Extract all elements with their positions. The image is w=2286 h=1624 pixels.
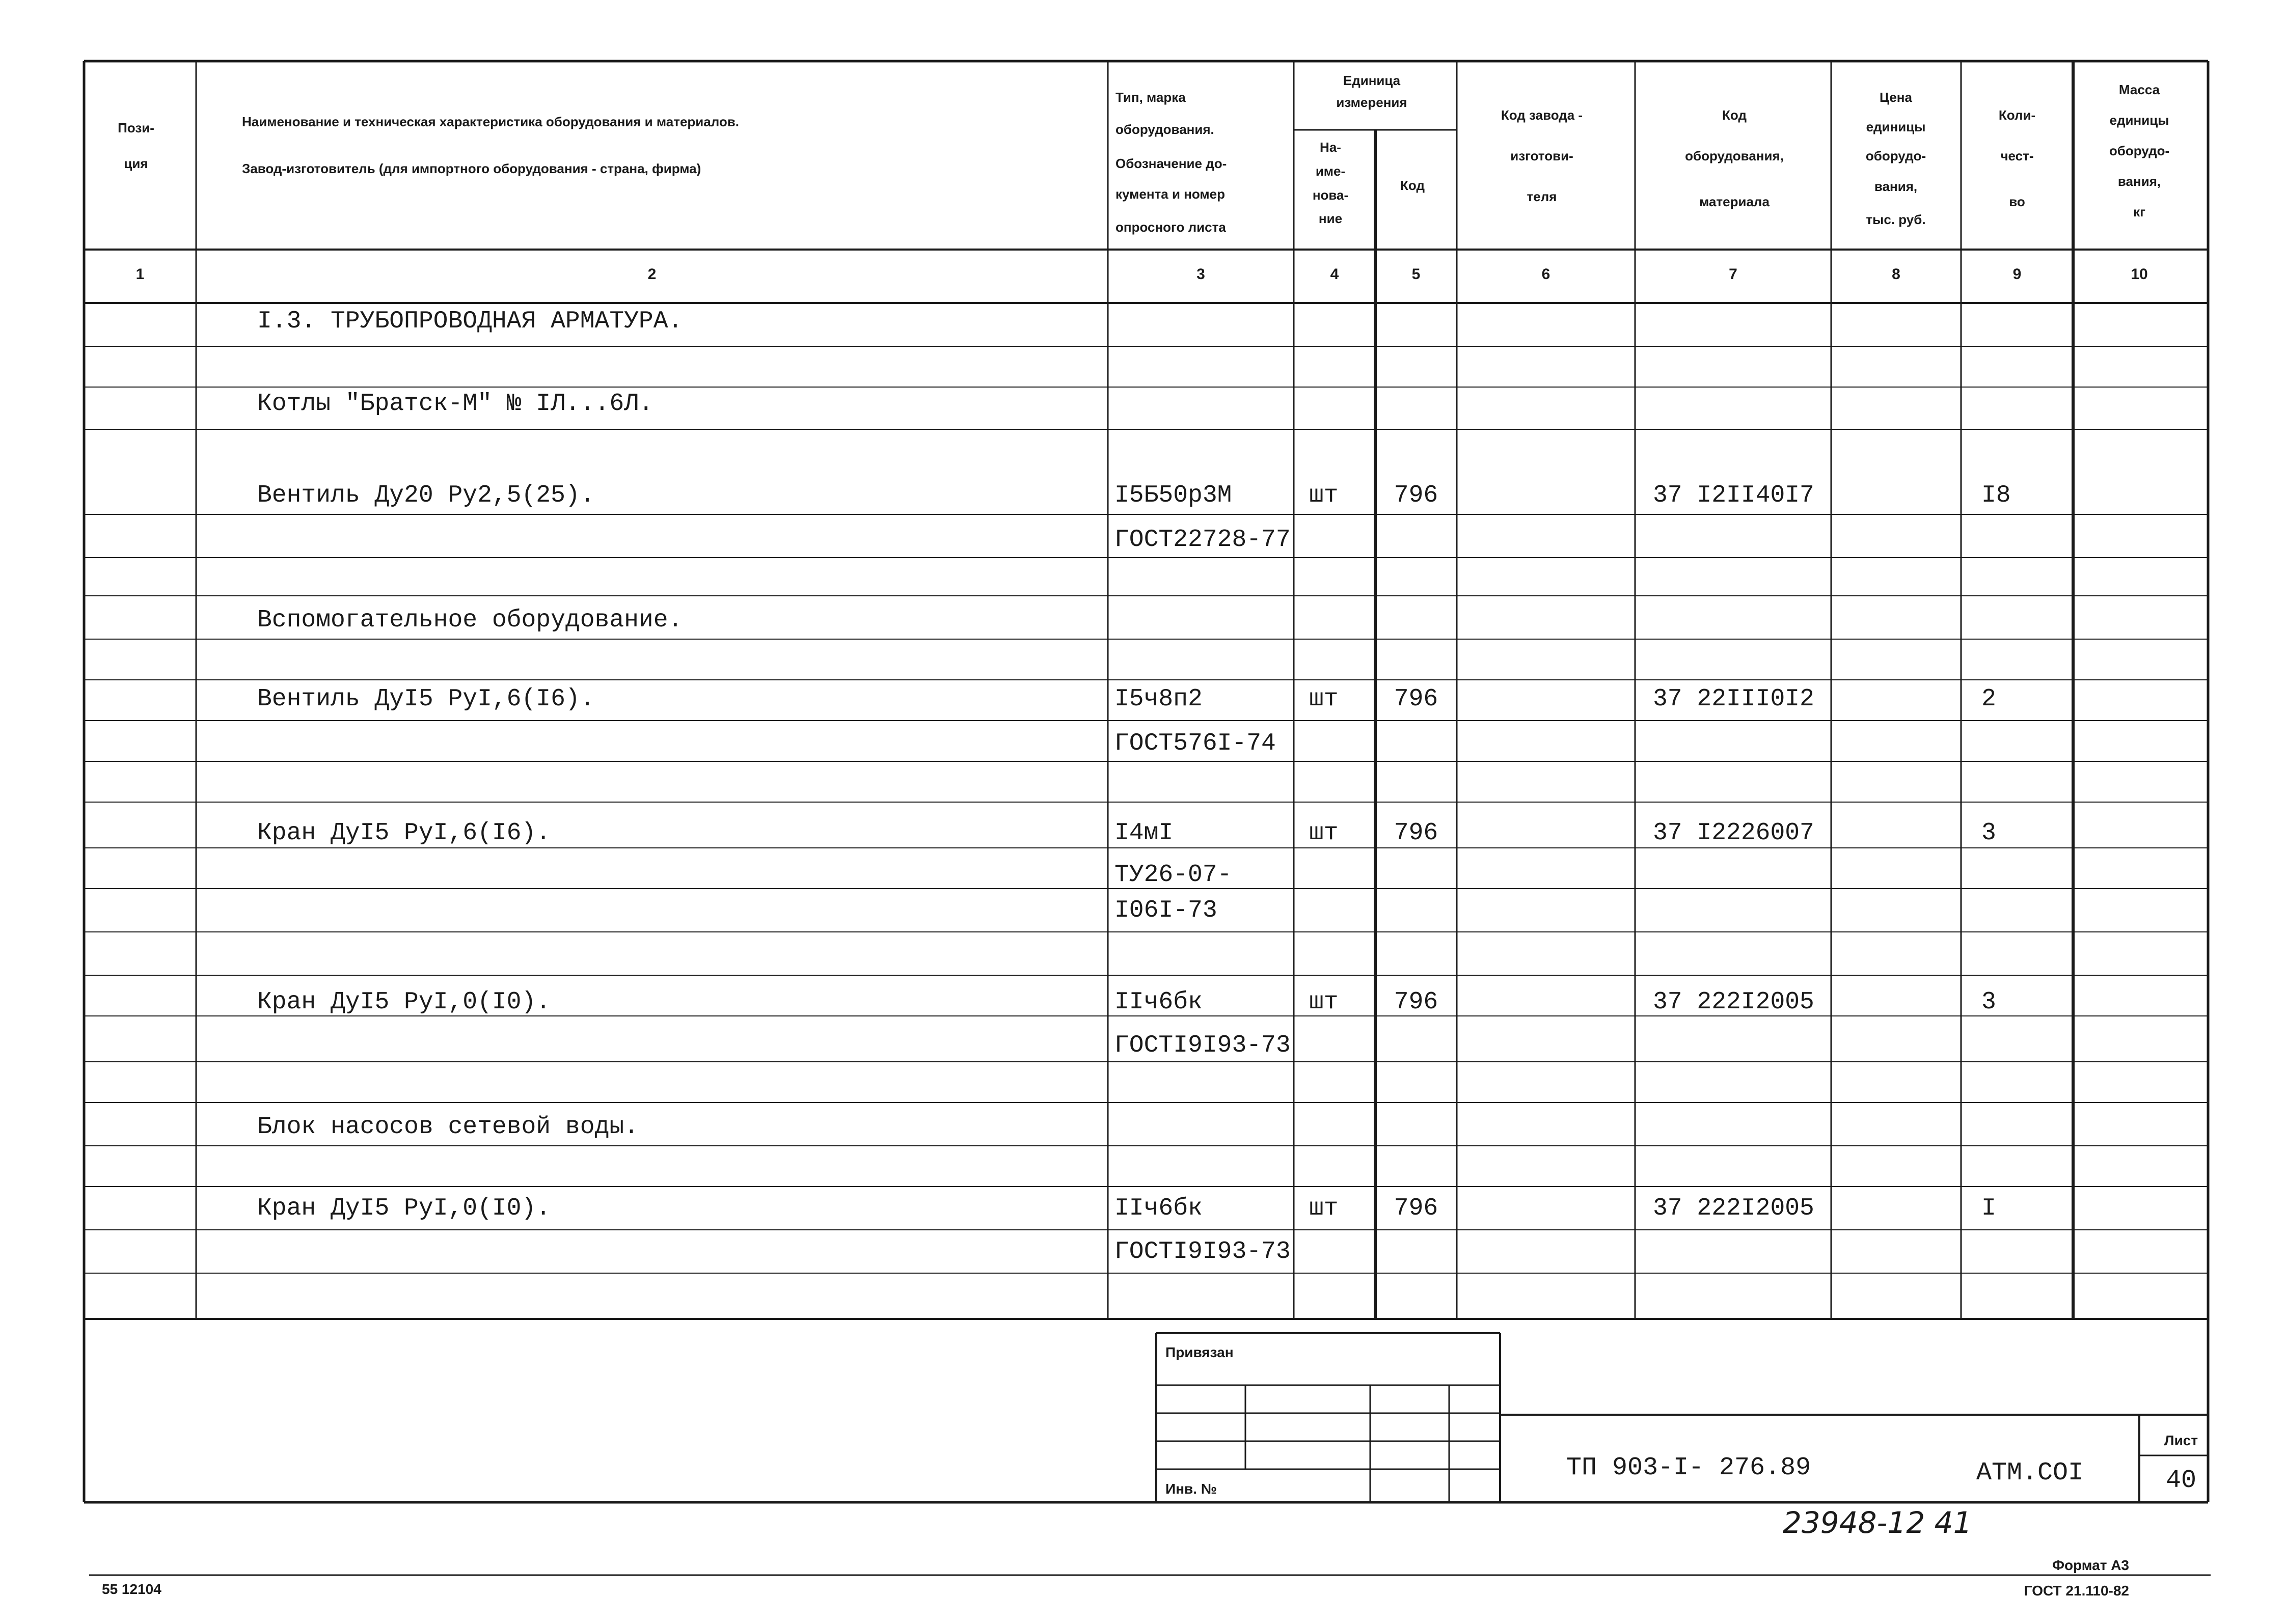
item-unit-code: 796 [1394,482,1438,509]
header-type-4: кумента и номер [1115,186,1225,202]
header-unit-name-2: име- [1315,163,1346,179]
header-unit-code: Код [1400,178,1425,193]
header-unit-name-4: ние [1318,211,1343,226]
item-name: Вентиль Ду20 Ру2,5(25). [257,482,595,509]
header-material-code-2: оборудования, [1685,148,1784,163]
title-block [1165,1344,2198,1497]
header-name: Наименование и техническая характеристика оборудования и материалов. [242,114,740,129]
column-number-1: 1 [135,266,145,283]
item-quantity: 3 [1981,819,1996,847]
item-unit: шт [1309,988,1339,1016]
item-unit-code: 796 [1394,819,1438,847]
item-type: I5Б50р3М [1114,482,1232,509]
header-price-4: вания, [1874,179,1918,194]
item-type: IIч6бк [1114,1195,1203,1222]
item-type: I4мI [1114,819,1174,847]
column-number-2: 2 [647,266,657,283]
item-type: ГОСТI9I93-73 [1114,1238,1291,1265]
header-unit-group-1: Единица [1343,73,1401,88]
header-type-1: Тип, марка [1115,90,1186,105]
header-mass-3: оборудо- [2109,143,2170,158]
header-unit-name-1: На- [1320,140,1341,155]
item-type: ГОСТ22728-77 [1114,526,1291,554]
item-name: I.3. ТРУБОПРОВОДНАЯ АРМАТУРА. [257,308,683,335]
item-material-code: 37 222I2005 [1653,1195,1814,1222]
item-name: Вентиль ДуI5 РуI,6(I6). [257,685,595,713]
header-qty-3: во [2009,194,2025,209]
table-header [118,73,2169,235]
format-label: Формат А3 [2052,1557,2129,1573]
document-code: ТП 903-I- 276.89 [1566,1453,1811,1482]
item-quantity: I [1981,1195,1996,1222]
column-number-10: 10 [2131,266,2148,283]
column-number-5: 5 [1411,266,1421,283]
column-number-3: 3 [1196,266,1205,283]
footer-left-code: 55 12104 [102,1581,161,1597]
item-unit-code: 796 [1394,685,1438,713]
item-type: I5ч8п2 [1114,685,1203,713]
header-position: Пози- [118,120,154,135]
item-quantity: I8 [1981,482,2011,509]
item-type: IIч6бк [1114,988,1203,1016]
item-unit: шт [1309,819,1339,847]
item-material-code: 37 I2II40I7 [1653,482,1814,509]
column-number-6: 6 [1541,266,1550,283]
header-qty-1: Коли- [1998,107,2036,123]
item-type: ГОСТI9I93-73 [1114,1032,1291,1059]
column-number-4: 4 [1330,266,1339,283]
item-name: Блок насосов сетевой воды. [257,1113,639,1141]
header-price-5: тыс. руб. [1866,212,1926,227]
item-name: Кран ДуI5 РуI,0(I0). [257,988,551,1016]
item-name: Кран ДуI5 РуI,6(I6). [257,819,551,847]
page-footer [102,1557,2129,1599]
item-quantity: 3 [1981,988,1996,1016]
inventory-number-label: Инв. № [1165,1481,1217,1497]
header-mass-1: Масса [2118,82,2160,97]
header-unit-name-3: нова- [1312,187,1349,203]
item-unit: шт [1309,1195,1339,1222]
header-manufacturer: Завод-изготовитель (для импортного оборудования - страна, фирма) [242,161,701,176]
header-price-3: оборудо- [1865,148,1926,163]
column-number-row [136,266,2148,283]
header-type-5: опросного листа [1115,219,1226,235]
sheet-code: АТМ.СОI [1976,1458,2084,1488]
item-name: Котлы "Братск-М" № IЛ...6Л. [257,390,654,418]
header-unit-group-2: измерения [1336,95,1407,110]
header-qty-2: чест- [2000,148,2034,163]
column-number-9: 9 [2012,266,2022,283]
item-material-code: 37 22III0I2 [1653,685,1814,713]
header-price-1: Цена [1880,90,1912,105]
sheet-number: 40 [2165,1466,2197,1495]
item-material-code: 37 222I2005 [1653,988,1814,1016]
item-name: Кран ДуI5 РуI,0(I0). [257,1195,551,1222]
header-plant-code-3: теля [1527,189,1557,204]
item-name: Вспомогательное оборудование. [257,607,683,634]
item-material-code: 37 I2226007 [1653,819,1814,847]
item-type: I06I-73 [1114,897,1217,924]
privyazan-label: Привязан [1165,1344,1234,1360]
item-unit: шт [1309,685,1339,713]
item-quantity: 2 [1981,685,1996,713]
header-mass-2: единицы [2109,113,2169,128]
gost-label: ГОСТ 21.110-82 [2024,1583,2129,1599]
column-number-7: 7 [1729,266,1737,283]
header-position-2: ция [124,156,148,171]
table-grid [84,61,2211,1575]
header-plant-code-2: изготови- [1510,148,1573,163]
item-type: ТУ26-07- [1114,861,1232,889]
item-type: ГОСТ576I-74 [1114,730,1276,757]
header-plant-code-1: Код завода - [1501,107,1583,123]
column-number-8: 8 [1892,266,1900,283]
handwritten-inventory-note: 23948-12 41 [1783,1505,1972,1540]
item-unit: шт [1309,482,1339,509]
item-unit-code: 796 [1394,1195,1438,1222]
table-body [257,308,2011,1265]
header-type-2: оборудования. [1115,122,1214,137]
header-price-2: единицы [1866,119,1926,134]
sheet-label: Лист [2164,1433,2198,1448]
header-mass-4: вания, [2117,174,2161,189]
header-material-code-3: материала [1699,194,1770,209]
item-unit-code: 796 [1394,988,1438,1016]
header-mass-5: кг [2133,204,2145,219]
header-material-code-1: Код [1722,107,1747,123]
header-type-3: Обозначение до- [1115,156,1227,171]
